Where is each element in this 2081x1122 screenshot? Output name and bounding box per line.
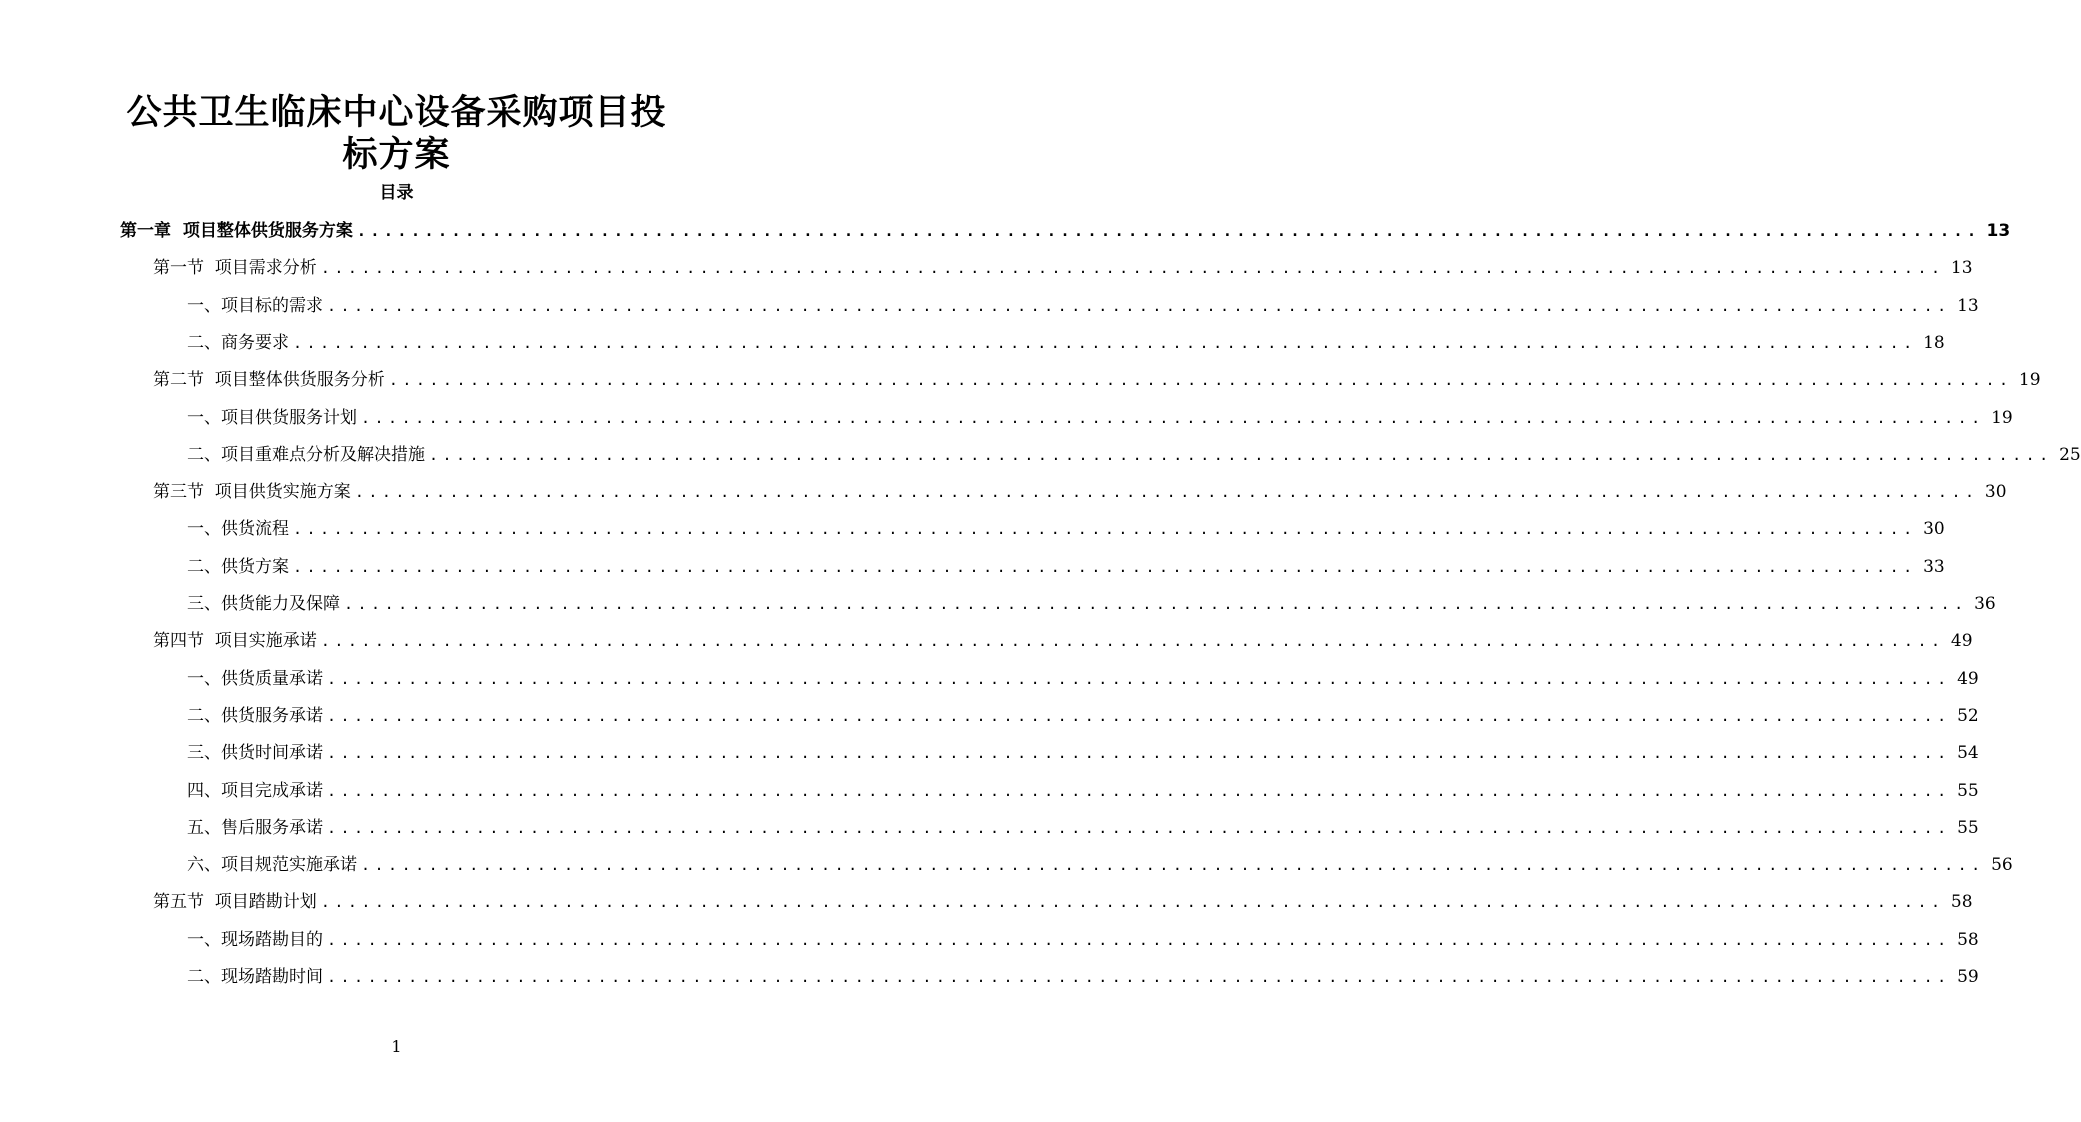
toc-entry[interactable] [153,473,2007,503]
toc-entry-label: 第二节 项目整体供货服务分析 [153,370,385,391]
toc-leader-dots: ........................................................................................................................ [429,445,2053,464]
toc-leader-dots: ........................................................................................................................ [327,744,1951,763]
toc-entry-label: 一、项目标的需求 [187,295,323,316]
toc-leader-dots: ........................................................................................................................ [320,632,1945,651]
toc-entry[interactable] [187,809,1979,839]
toc-leader-dots: ........................................................................................................................ [293,333,1917,352]
toc-heading: 目录 [379,183,414,203]
toc-entry[interactable] [187,734,1979,764]
toc-entry-label: 二、供货方案 [187,556,289,577]
toc-entry-page: 52 [1957,705,1979,726]
toc-entry[interactable] [187,287,1979,317]
document-title-line-2: 标方案 [342,135,451,175]
toc-entry[interactable] [120,212,2011,242]
toc-entry[interactable] [153,622,1973,652]
toc-leader-dots: ........................................................................................................................ [327,781,1951,800]
toc-leader-dots: ........................................................................................................................ [327,930,1951,949]
toc-entry-page: 13 [1986,221,2011,241]
toc-leader-dots: ........................................................................................................................ [344,595,1968,613]
document-title [100,92,693,176]
toc-entry[interactable] [187,436,2081,466]
toc-leader-dots: ........................................................................................................................ [361,408,1985,427]
toc-leader-dots: ........................................................................................................................ [327,968,1951,986]
toc-entry-label: 第四节 项目实施承诺 [153,631,317,652]
toc-entry-page: 13 [1950,258,1973,279]
toc-entry-page: 30 [1923,519,1945,540]
toc-entry-label: 二、现场踏勘时间 [187,967,323,987]
toc-leader-dots: ........................................................................................................................ [361,856,1985,875]
toc-entry[interactable] [187,772,1979,802]
toc-entry-page: 58 [1950,892,1973,913]
toc-entry-page: 54 [1957,743,1979,764]
toc-entry-page: 55 [1957,780,1979,801]
toc-entry-page: 59 [1957,967,1979,987]
toc-leader-dots: ........................................................................................................................ [327,818,1951,837]
toc-entry-label: 第五节 项目踏勘计划 [153,892,317,913]
document-title-line-1: 公共卫生临床中心设备采购项目投 [126,93,667,133]
toc-entry-label: 第一章 项目整体供货服务方案 [120,221,353,241]
toc-entry-label: 第三节 项目供货实施方案 [153,482,351,503]
toc-entry-page: 19 [2018,370,2041,391]
toc-entry-page: 49 [1950,631,1973,652]
toc-entry-label: 三、供货时间承诺 [187,743,323,764]
toc-entry-label: 四、项目完成承诺 [187,780,323,801]
toc-entry-label: 一、现场踏勘目的 [187,929,323,950]
toc-entry-label: 一、供货质量承诺 [187,668,323,689]
toc-leader-dots: ........................................................................................................................ [327,706,1951,725]
toc-leader-dots: ........................................................................................................................ [293,520,1917,539]
toc-leader-dots: ........................................................................................................................ [327,669,1951,688]
toc-entry-label: 一、供货流程 [187,519,289,540]
toc-leader-dots: ........................................................................................................................ [356,222,1981,240]
toc-entry[interactable] [187,324,1945,354]
toc-entry-page: 49 [1957,668,1979,689]
toc-leader-dots: ........................................................................................................................ [327,296,1951,315]
toc-entry-label: 五、售后服务承诺 [187,817,323,838]
toc-leader-dots: ........................................................................................................................ [320,893,1945,912]
toc-entry-page: 33 [1923,556,1945,577]
toc-entry-page: 25 [2059,444,2081,465]
toc-entry[interactable] [153,361,2041,391]
toc-entry[interactable] [187,585,1996,615]
toc-entry-label: 二、商务要求 [187,332,289,353]
toc-entry-page: 19 [1991,407,2013,428]
toc-entry-label: 二、供货服务承诺 [187,705,323,726]
toc-entry-page: 36 [1974,594,1996,614]
toc-leader-dots: ........................................................................................................................ [354,483,1979,502]
toc-entry-label: 第一节 项目需求分析 [153,258,317,279]
toc-entry-page: 13 [1957,295,1979,316]
toc-entry[interactable] [187,697,1979,727]
page-number: 1 [391,1037,402,1056]
toc-entry[interactable] [187,510,1945,540]
toc-entry[interactable] [187,399,2013,429]
toc-entry-page: 55 [1957,817,1979,838]
toc-entry-label: 三、供货能力及保障 [187,594,340,614]
toc-entry[interactable] [187,958,1979,988]
toc-entry-label: 六、项目规范实施承诺 [187,855,357,876]
toc-entry-label: 一、项目供货服务计划 [187,407,357,428]
toc-entry[interactable] [187,846,2013,876]
toc-entry[interactable] [187,660,1979,690]
toc-leader-dots: ........................................................................................................................ [320,259,1945,278]
toc-entry[interactable] [187,921,1979,951]
toc-entry[interactable] [153,249,1973,279]
toc-entry-page: 18 [1923,332,1945,353]
toc-entry-page: 58 [1957,929,1979,950]
toc-entry-label: 二、项目重难点分析及解决措施 [187,444,425,465]
toc-entry-page: 30 [1984,482,2007,503]
toc-leader-dots: ........................................................................................................................ [293,557,1917,576]
toc-entry[interactable] [153,883,1973,913]
toc-entry[interactable] [187,548,1945,578]
toc-entry-page: 56 [1991,855,2013,876]
toc-leader-dots: ........................................................................................................................ [388,371,2013,390]
